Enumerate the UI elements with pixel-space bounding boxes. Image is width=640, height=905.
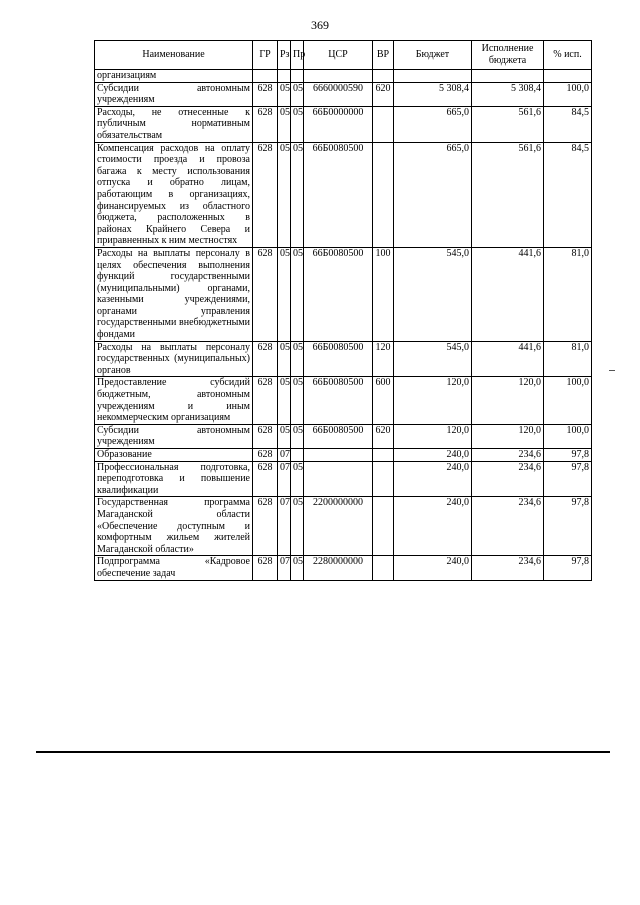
row-pr: 05 bbox=[291, 497, 304, 556]
row-name: Компенсация расходов на оплату стоимости проезда и провоза багажа к месту использования отпуска и обратно лицам, работающим в организациях, финансируемых из областного бюджета, расположенных в районах Крайнего Севера и приравненных к ним местностях bbox=[95, 142, 253, 247]
row-gr: 628 bbox=[253, 341, 278, 377]
row-gr: 628 bbox=[253, 82, 278, 106]
row-rz: 07 bbox=[278, 449, 291, 462]
header-budget: Бюджет bbox=[394, 41, 472, 70]
row-percent: 84,5 bbox=[544, 142, 592, 247]
row-vr bbox=[373, 461, 394, 497]
row-gr: 628 bbox=[253, 449, 278, 462]
row-pr: 05 bbox=[291, 142, 304, 247]
row-execution: 5 308,4 bbox=[472, 82, 544, 106]
row-name: Предоставление субсидий бюджетным, автономным учреждениям и иным некоммерческим организациям bbox=[95, 377, 253, 424]
row-name: Подпрограмма «Кадровое обеспечение задач bbox=[95, 556, 253, 580]
row-execution: 234,6 bbox=[472, 497, 544, 556]
row-budget bbox=[394, 70, 472, 83]
row-pr: 05 bbox=[291, 82, 304, 106]
row-percent: 97,8 bbox=[544, 449, 592, 462]
row-percent: 100,0 bbox=[544, 424, 592, 448]
header-vr: ВР bbox=[373, 41, 394, 70]
row-execution: 120,0 bbox=[472, 424, 544, 448]
row-budget: 240,0 bbox=[394, 449, 472, 462]
table-row bbox=[95, 70, 592, 83]
table-row bbox=[95, 461, 592, 497]
row-name: Субсидии автономным учреждениям bbox=[95, 424, 253, 448]
row-pr: 05 bbox=[291, 556, 304, 580]
row-csr: 66Б0080500 bbox=[304, 341, 373, 377]
row-gr: 628 bbox=[253, 424, 278, 448]
row-budget: 240,0 bbox=[394, 461, 472, 497]
table-header-row bbox=[95, 41, 592, 70]
row-rz: 05 bbox=[278, 82, 291, 106]
row-execution: 561,6 bbox=[472, 106, 544, 142]
row-budget: 545,0 bbox=[394, 247, 472, 341]
row-pr: 05 bbox=[291, 341, 304, 377]
row-rz: 07 bbox=[278, 461, 291, 497]
row-budget: 120,0 bbox=[394, 377, 472, 424]
row-gr: 628 bbox=[253, 377, 278, 424]
row-csr: 2200000000 bbox=[304, 497, 373, 556]
row-gr: 628 bbox=[253, 142, 278, 247]
header-execution: Исполнение бюджета bbox=[472, 41, 544, 70]
row-pr bbox=[291, 449, 304, 462]
row-percent bbox=[544, 70, 592, 83]
header-rz: Рз bbox=[278, 41, 291, 70]
row-vr: 120 bbox=[373, 341, 394, 377]
row-vr bbox=[373, 449, 394, 462]
row-csr bbox=[304, 461, 373, 497]
row-gr: 628 bbox=[253, 556, 278, 580]
footer-rule bbox=[36, 751, 610, 753]
table-row bbox=[95, 424, 592, 448]
row-execution: 441,6 bbox=[472, 247, 544, 341]
row-budget: 665,0 bbox=[394, 142, 472, 247]
row-rz: 05 bbox=[278, 247, 291, 341]
row-csr bbox=[304, 70, 373, 83]
row-execution bbox=[472, 70, 544, 83]
row-name: Профессиональная подготовка, переподготовка и повышение квалификации bbox=[95, 461, 253, 497]
row-budget: 545,0 bbox=[394, 341, 472, 377]
row-percent: 97,8 bbox=[544, 497, 592, 556]
row-gr bbox=[253, 70, 278, 83]
row-csr: 66Б0080500 bbox=[304, 424, 373, 448]
row-csr: 66Б0080500 bbox=[304, 247, 373, 341]
header-percent: % исп. bbox=[544, 41, 592, 70]
table-row bbox=[95, 377, 592, 424]
row-percent: 84,5 bbox=[544, 106, 592, 142]
header-name: Наименование bbox=[95, 41, 253, 70]
row-vr bbox=[373, 556, 394, 580]
header-pr: Пр bbox=[291, 41, 304, 70]
row-percent: 97,8 bbox=[544, 556, 592, 580]
row-vr bbox=[373, 106, 394, 142]
row-name: Расходы на выплаты персоналу государственных (муниципальных) органов bbox=[95, 341, 253, 377]
row-rz: 05 bbox=[278, 424, 291, 448]
row-vr: 100 bbox=[373, 247, 394, 341]
table-row bbox=[95, 497, 592, 556]
table-body bbox=[95, 70, 592, 581]
row-name: Субсидии автономным учреждениям bbox=[95, 82, 253, 106]
row-name: Государственная программа Магаданской области «Обеспечение доступным и комфортным жильем жителей Магаданской области» bbox=[95, 497, 253, 556]
row-execution: 234,6 bbox=[472, 461, 544, 497]
row-budget: 240,0 bbox=[394, 497, 472, 556]
row-gr: 628 bbox=[253, 247, 278, 341]
row-rz: 05 bbox=[278, 341, 291, 377]
row-pr: 05 bbox=[291, 377, 304, 424]
row-csr: 6660000590 bbox=[304, 82, 373, 106]
row-csr: 66Б0080500 bbox=[304, 377, 373, 424]
row-pr: 05 bbox=[291, 247, 304, 341]
row-rz: 05 bbox=[278, 377, 291, 424]
row-execution: 441,6 bbox=[472, 341, 544, 377]
row-percent: 81,0 bbox=[544, 341, 592, 377]
row-percent: 100,0 bbox=[544, 377, 592, 424]
row-rz: 05 bbox=[278, 142, 291, 247]
row-rz: 07 bbox=[278, 556, 291, 580]
row-name: Расходы на выплаты персоналу в целях обеспечения выполнения функций государственными (муниципальными) органами, казенными учреждениями, органами управления государственными внебюджетными фондами bbox=[95, 247, 253, 341]
row-percent: 100,0 bbox=[544, 82, 592, 106]
row-gr: 628 bbox=[253, 497, 278, 556]
row-vr bbox=[373, 142, 394, 247]
row-budget: 120,0 bbox=[394, 424, 472, 448]
row-rz bbox=[278, 70, 291, 83]
table-row bbox=[95, 247, 592, 341]
row-name: Расходы, не отнесенные к публичным нормативным обязательствам bbox=[95, 106, 253, 142]
row-csr: 66Б0080500 bbox=[304, 142, 373, 247]
row-pr: 05 bbox=[291, 461, 304, 497]
row-execution: 234,6 bbox=[472, 556, 544, 580]
row-percent: 97,8 bbox=[544, 461, 592, 497]
page-number: 369 bbox=[311, 18, 329, 32]
header-gr: ГР bbox=[253, 41, 278, 70]
table-row bbox=[95, 82, 592, 106]
row-name: организациям bbox=[95, 70, 253, 83]
table-row bbox=[95, 106, 592, 142]
table-row bbox=[95, 142, 592, 247]
row-csr bbox=[304, 449, 373, 462]
row-csr: 66Б0000000 bbox=[304, 106, 373, 142]
row-vr: 620 bbox=[373, 82, 394, 106]
row-execution: 561,6 bbox=[472, 142, 544, 247]
budget-execution-table bbox=[94, 40, 592, 581]
row-name: Образование bbox=[95, 449, 253, 462]
row-gr: 628 bbox=[253, 106, 278, 142]
row-rz: 07 bbox=[278, 497, 291, 556]
row-csr: 2280000000 bbox=[304, 556, 373, 580]
row-rz: 05 bbox=[278, 106, 291, 142]
margin-mark bbox=[609, 370, 615, 371]
row-pr: 05 bbox=[291, 106, 304, 142]
row-execution: 120,0 bbox=[472, 377, 544, 424]
row-gr: 628 bbox=[253, 461, 278, 497]
row-budget: 5 308,4 bbox=[394, 82, 472, 106]
row-vr: 600 bbox=[373, 377, 394, 424]
row-pr: 05 bbox=[291, 424, 304, 448]
table-row bbox=[95, 556, 592, 580]
row-budget: 240,0 bbox=[394, 556, 472, 580]
row-budget: 665,0 bbox=[394, 106, 472, 142]
row-vr bbox=[373, 497, 394, 556]
table-row bbox=[95, 341, 592, 377]
row-vr bbox=[373, 70, 394, 83]
table-row bbox=[95, 449, 592, 462]
row-vr: 620 bbox=[373, 424, 394, 448]
row-execution: 234,6 bbox=[472, 449, 544, 462]
row-pr bbox=[291, 70, 304, 83]
row-percent: 81,0 bbox=[544, 247, 592, 341]
header-csr: ЦСР bbox=[304, 41, 373, 70]
